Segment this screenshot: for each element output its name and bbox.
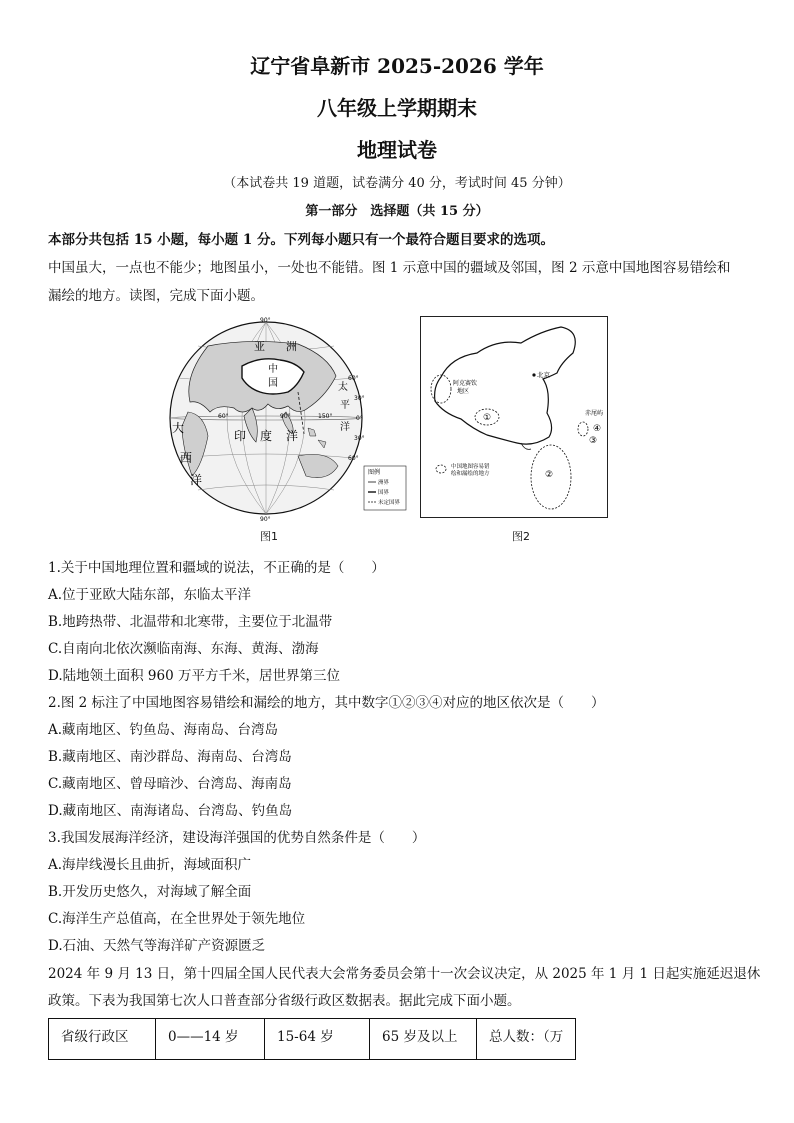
question-1-option-a[interactable]: A.位于亚欧大陆东部，东临太平洋 [48,587,252,603]
label-yin: 印 [234,429,247,443]
label-da: 大 [172,421,185,435]
legend-item-1: 洲界 [378,480,390,486]
legend-item-2: 国界 [378,490,390,496]
label-tai: 太 [338,382,348,393]
legend-title: 图例 [368,469,381,476]
marker-3: ③ [589,436,598,446]
question-3-stem: 3.我国发展海洋经济，建设海洋强国的优势自然条件是（ ） [48,830,426,846]
question-1-option-b[interactable]: B.地跨热带、北温带和北寒带，主要位于北温带 [48,614,333,630]
lat-top-label: 90° [260,317,271,324]
china-map-icon [421,317,607,517]
question-3-option-c[interactable]: C.海洋生产总值高，在全世界处于领先地位 [48,911,306,927]
figure-2-china-map [420,316,608,518]
table-header-cell: 0——14 岁 [156,1019,265,1060]
label-zhou: 洲 [286,340,297,353]
chiweiyu-label: 赤尾屿 [585,410,604,417]
intro-line-2: 漏绘的地方。读图，完成下面小题。 [48,288,264,304]
exam-grade: 八年级上学期期末 [317,96,477,120]
lat-bottom-label: 90° [260,516,271,522]
beijing-label: 北京 [537,371,550,379]
figure-1-globe [168,316,408,522]
question-3-option-b[interactable]: B.开发历史悠久，对海域了解全面 [48,884,252,900]
question-2-option-c[interactable]: C.藏南地区、曾母暗沙、台湾岛、海南岛 [48,776,292,792]
question-2-option-d[interactable]: D.藏南地区、南海诸岛、台湾岛、钓鱼岛 [48,803,293,819]
lat-label-3: 0° [356,415,363,422]
part-title: 第一部分 选择题（共 15 分） [305,204,489,219]
table-header-cell: 15-64 岁 [265,1019,370,1060]
question-2-option-a[interactable]: A.藏南地区、钓鱼岛、海南岛、台湾岛 [48,722,279,738]
label-yang2: 洋 [190,473,203,487]
question-3-option-a[interactable]: A.海岸线漫长且曲折，海域面积广 [48,857,252,873]
table-header-cell: 省级行政区 [49,1019,156,1060]
label-ping: 平 [340,400,350,411]
lat-label-1: 60° [348,375,359,382]
lon-label-1: 60° [218,413,229,420]
population-table [48,1018,576,1060]
exam-title: 辽宁省阜新市 2025-2026 学年 [250,54,544,78]
question-1-option-c[interactable]: C.自南向北依次濒临南海、东海、黄海、渤海 [48,641,319,657]
question-2-stem: 2.图 2 标注了中国地图容易错绘和漏绘的地方，其中数字①②③④对应的地区依次是（ ） [48,695,605,711]
globe-map-icon [168,316,408,522]
label-yang-r: 洋 [340,422,350,433]
lat-label-4: 30° [354,435,365,442]
table-header-cell: 总人数：（万 [477,1019,576,1060]
marker-2: ② [545,470,554,480]
label-asia: 亚 [254,340,265,353]
fig2-legend-line-2: 绘和漏绘的地方 [451,471,490,477]
label-zhong: 中 [268,364,278,375]
figure-1-caption: 图1 [260,530,278,543]
legend-item-3: 未定国界 [378,500,401,506]
table-header-row [49,1019,576,1060]
question-3-option-d[interactable]: D.石油、天然气等海洋矿产资源匮乏 [48,938,266,954]
label-guo: 国 [268,378,278,389]
marker-1: ① [483,413,492,423]
question-1-option-d[interactable]: D.陆地领土面积 960 万平方千米，居世界第三位 [48,668,340,684]
label-xi: 西 [180,451,193,465]
marker-4: ④ [593,424,602,434]
table-header-cell: 65 岁及以上 [370,1019,477,1060]
label-yang: 洋 [286,429,299,443]
intro-line-1: 中国虽大，一点也不能少；地图虽小，一处也不能错。图 1 示意中国的疆域及邻国，图 2 示意中国地图容易错绘和 [48,260,731,276]
lat-label-2: 30° [354,395,365,402]
question-1-stem: 1.关于中国地理位置和疆域的说法，不正确的是（ ） [48,560,385,576]
akesai-label-1: 阿克赛钦 [453,380,478,387]
exam-subject: 地理试卷 [357,138,437,162]
passage-2-line-1: 2024 年 9 月 13 日，第十四届全国人民代表大会常务委员会第十一次会议决定，从 2025 年 1 月 1 日起实施延迟退休 [48,966,761,982]
exam-note: （本试卷共 19 道题，试卷满分 40 分，考试时间 45 分钟） [223,176,571,191]
fig2-legend-line-1: 中国地图容易错 [451,464,490,470]
lon-label-3: 150° [318,413,333,420]
label-du: 度 [260,429,273,443]
lat-label-5: 60° [348,455,359,462]
akesai-label-2: 地区 [457,388,470,395]
figure-2-caption: 图2 [512,530,530,543]
question-2-option-b[interactable]: B.藏南地区、南沙群岛、海南岛、台湾岛 [48,749,292,765]
lon-label-2: 90° [280,413,291,420]
passage-2-line-2: 政策。下表为我国第七次人口普查部分省级行政区数据表。据此完成下面小题。 [48,993,521,1009]
instructions: 本部分共包括 15 小题，每小题 1 分。下列每小题只有一个最符合题目要求的选项。 [48,232,554,248]
